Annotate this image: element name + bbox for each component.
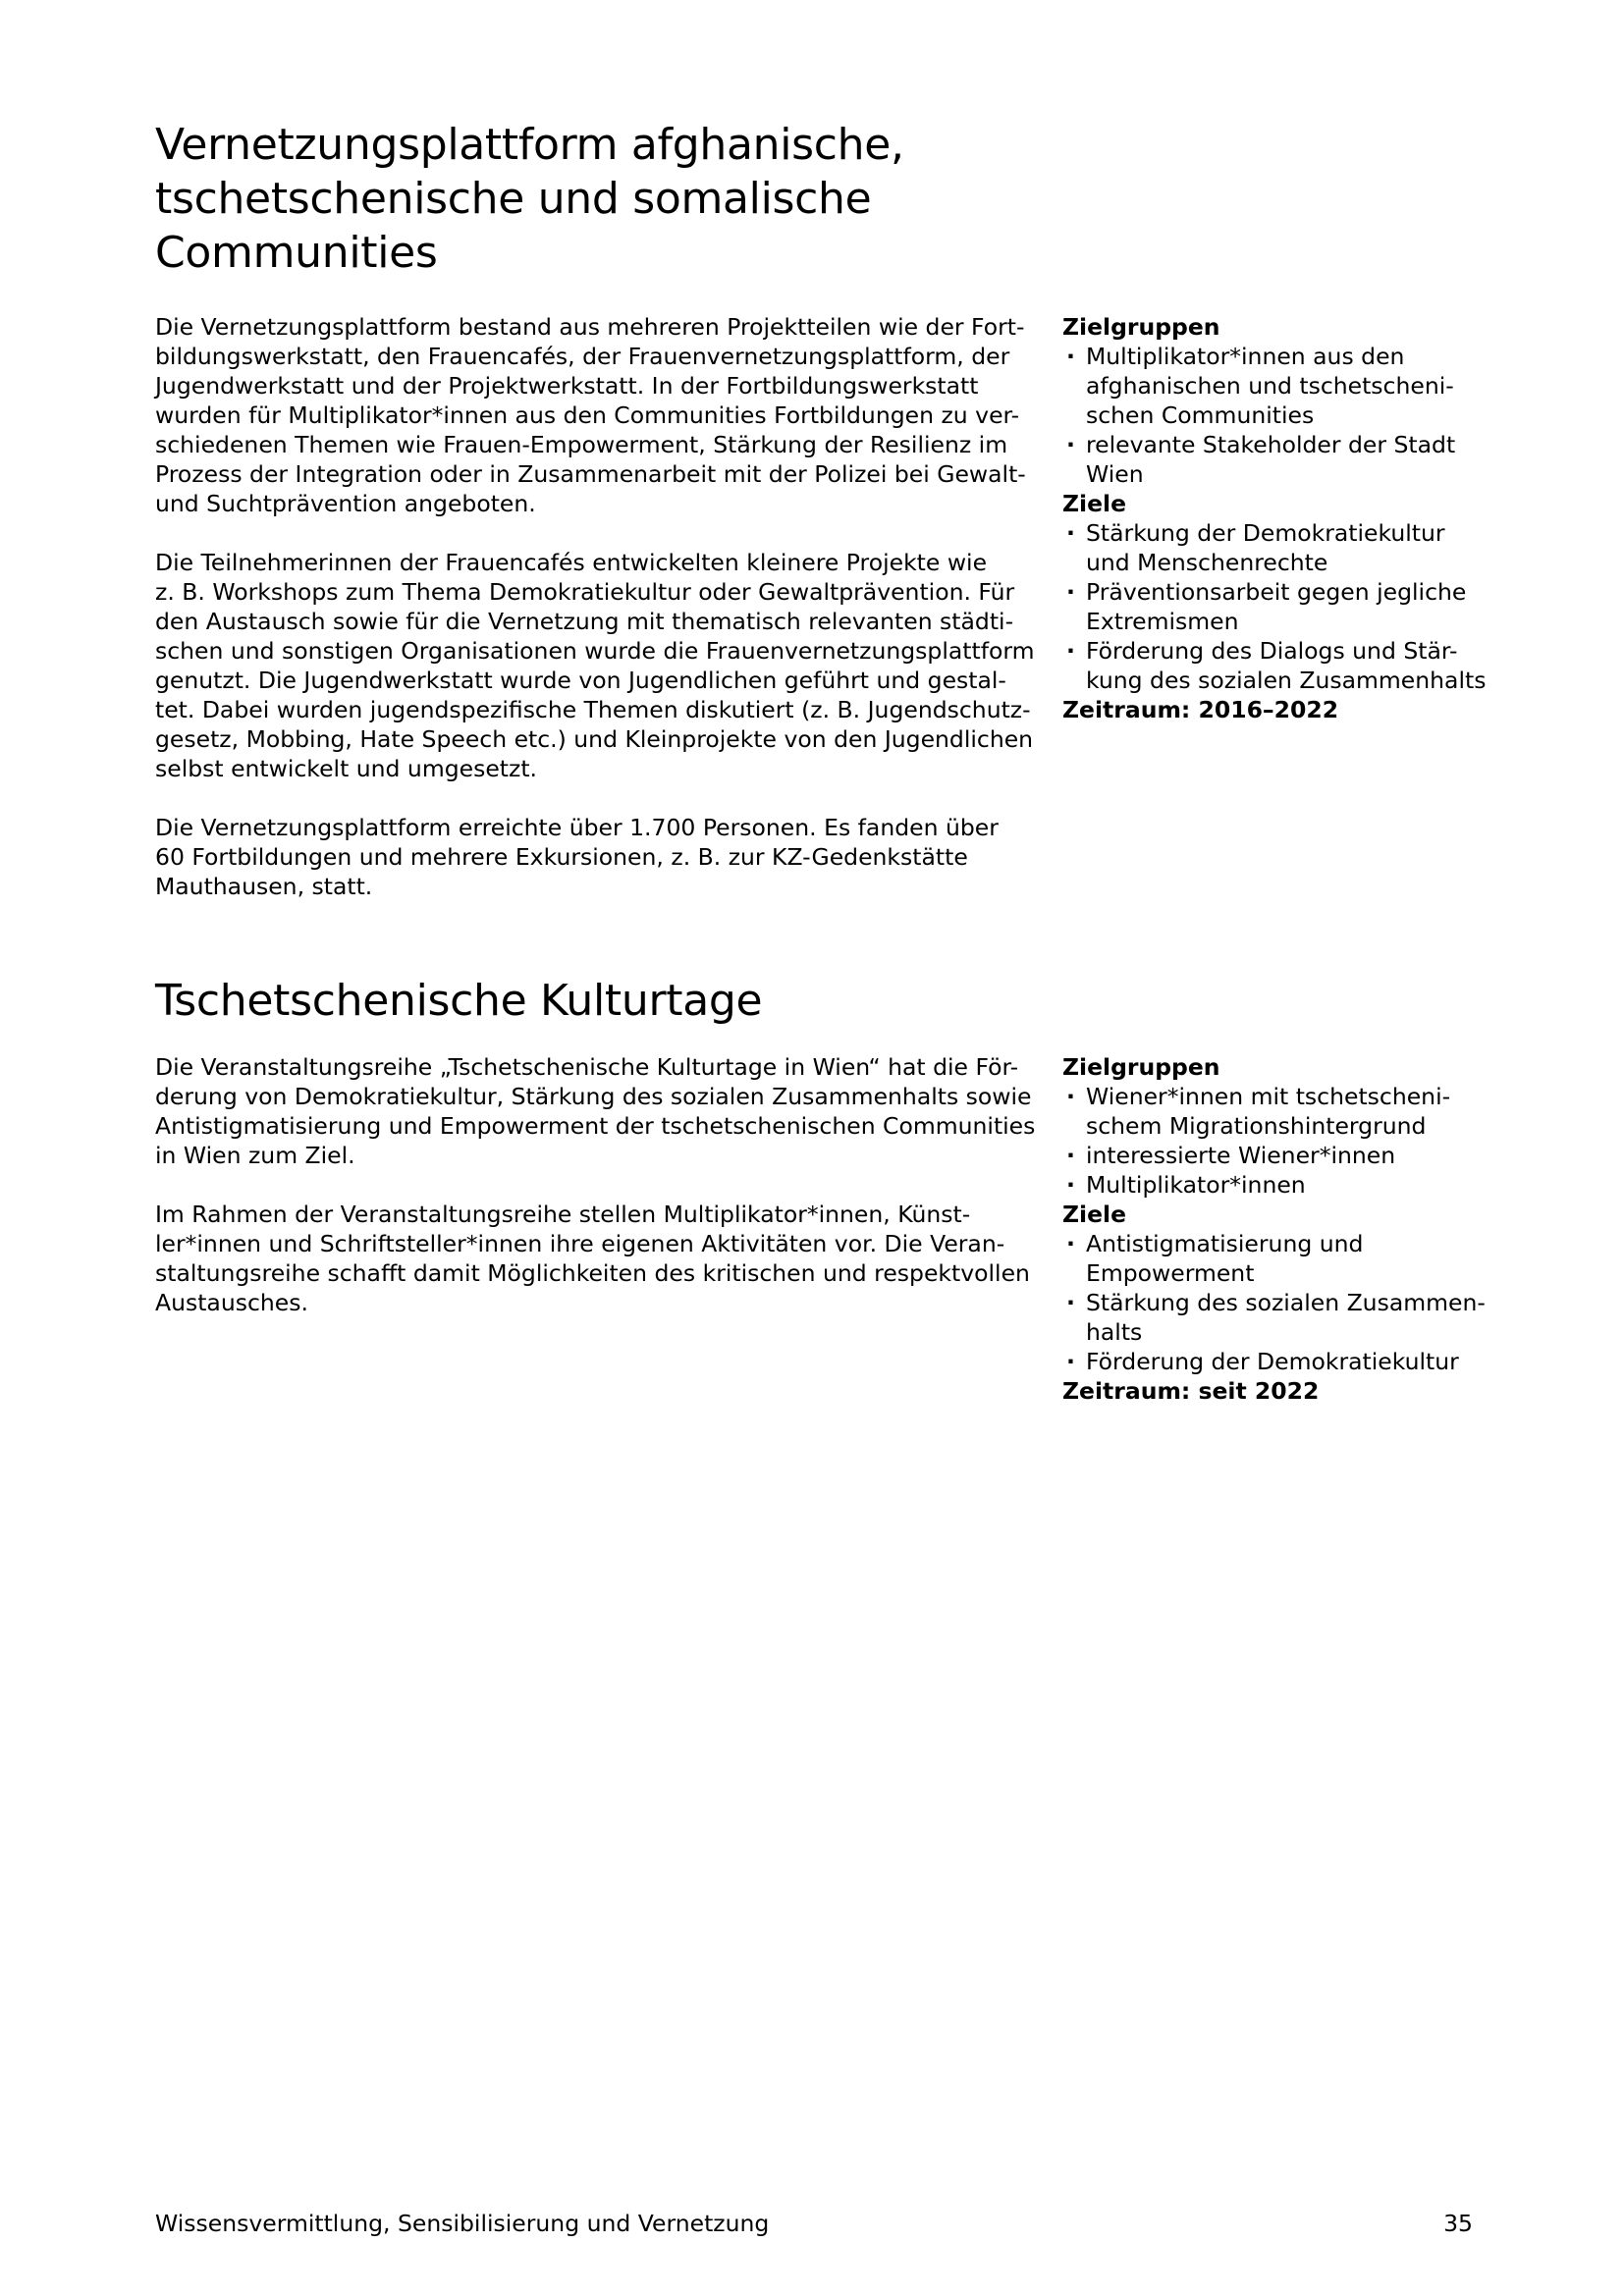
- section1-body: [155, 312, 1039, 931]
- section1-goals-heading: Ziele: [1062, 490, 1127, 517]
- section2-sidebar: [1062, 1052, 1524, 1406]
- section2-paragraph-2: Im Rahmen der Veranstaltungsreihe stellen Multiplikator*innen, Künst- ler*innen und Schriftsteller*innen ihre eigenen Aktivitäten vor. Die Veran- staltungsreihe schafft damit Möglichkeiten des kritischen und respektvollen Austausches.: [155, 1201, 1030, 1316]
- list-item: · Antistigmatisierung und Empowerment: [1062, 1229, 1524, 1288]
- section2-goals-list: [1062, 1229, 1524, 1376]
- section2-target-list: [1062, 1082, 1524, 1200]
- section1-paragraph-1: Die Vernetzungsplattform bestand aus mehreren Projektteilen wie der Fort- bildungswerkstatt, den Frauencafés, der Frauenvernetzungsplattform, der Jugendwerkstatt und der Projektwerkstatt. In der Fortbildungswerkstatt wurden für Multiplikator*innen aus den Communities Fortbildungen zu ver- schiedenen Themen wie Frauen-Empowerment, Stärkung der Resilienz im Prozess der Integration oder in Zusammenarbeit mit der Polizei bei Gewalt- und Suchtprävention angeboten.: [155, 313, 1026, 517]
- section1-target-list: [1062, 342, 1524, 489]
- list-item: · relevante Stakeholder der Stadt Wien: [1062, 430, 1524, 489]
- section2-goals-heading: Ziele: [1062, 1201, 1127, 1228]
- footer-chapter: Wissensvermittlung, Sensibilisierung und Vernetzung: [155, 2210, 770, 2237]
- list-item: · Förderung des Dialogs und Stär- kung des sozialen Zusammenhalts: [1062, 636, 1524, 695]
- section1-goals-list: [1062, 518, 1524, 695]
- section1-sidebar: [1062, 312, 1524, 724]
- list-item: · Stärkung des sozialen Zusammen- halts: [1062, 1288, 1524, 1347]
- section1-paragraph-2: Die Teilnehmerinnen der Frauencafés entwickelten kleinere Projekte wie z. B. Workshops zum Thema Demokratiekultur oder Gewaltprävention. Für den Austausch sowie für die Vernetzung mit thematisch relevanten städti- schen und sonstigen Organisationen wurde die Frauenvernetzungsplattform genutzt. Die Jugendwerkstatt wurde von Jugendlichen geführt und gestal- tet. Dabei wurden jugendspezifische Themen diskutiert (z. B. Jugendschutz- gesetz, Mobbing, Hate Speech etc.) und Kleinprojekte von den Jugendlichen selbst entwickelt und umgesetzt.: [155, 549, 1035, 782]
- section1-paragraph-3: Die Vernetzungsplattform erreichte über 1.700 Personen. Es fanden über 60 Fortbildungen und mehrere Exkursionen, z. B. zur KZ-Gedenkstätte Mauthausen, statt.: [155, 814, 999, 900]
- list-item: · Förderung der Demokratiekultur: [1062, 1347, 1524, 1376]
- list-item: · Multiplikator*innen aus den afghanischen und tschetscheni- schen Communities: [1062, 342, 1524, 430]
- section2-paragraph-1: Die Veranstaltungsreihe „Tschetschenische Kulturtage in Wien“ hat die För- derung von Demokratiekultur, Stärkung des sozialen Zusammenhalts sowie Antistigmatisierung und Empowerment der tschetschenischen Communities in Wien zum Ziel.: [155, 1053, 1036, 1169]
- section2-period: Zeitraum: seit 2022: [1062, 1377, 1320, 1405]
- list-item: · Multiplikator*innen: [1062, 1170, 1524, 1200]
- section2-target-heading: Zielgruppen: [1062, 1053, 1220, 1081]
- section1-title: Vernetzungsplattform afghanische, tschetschenische und somalische Communities: [155, 120, 904, 278]
- list-item: · interessierte Wiener*innen: [1062, 1141, 1524, 1170]
- page-number: 35: [1443, 2210, 1473, 2237]
- section2-body: [155, 1052, 1039, 1347]
- list-item: · Wiener*innen mit tschetscheni- schem Migrationshintergrund: [1062, 1082, 1524, 1141]
- list-item: · Stärkung der Demokratiekultur und Menschenrechte: [1062, 518, 1524, 577]
- section2-title: Tschetschenische Kulturtage: [155, 976, 763, 1026]
- list-item: · Präventionsarbeit gegen jegliche Extremismen: [1062, 577, 1524, 636]
- section1-target-heading: Zielgruppen: [1062, 313, 1220, 341]
- section1-period: Zeitraum: 2016–2022: [1062, 696, 1339, 723]
